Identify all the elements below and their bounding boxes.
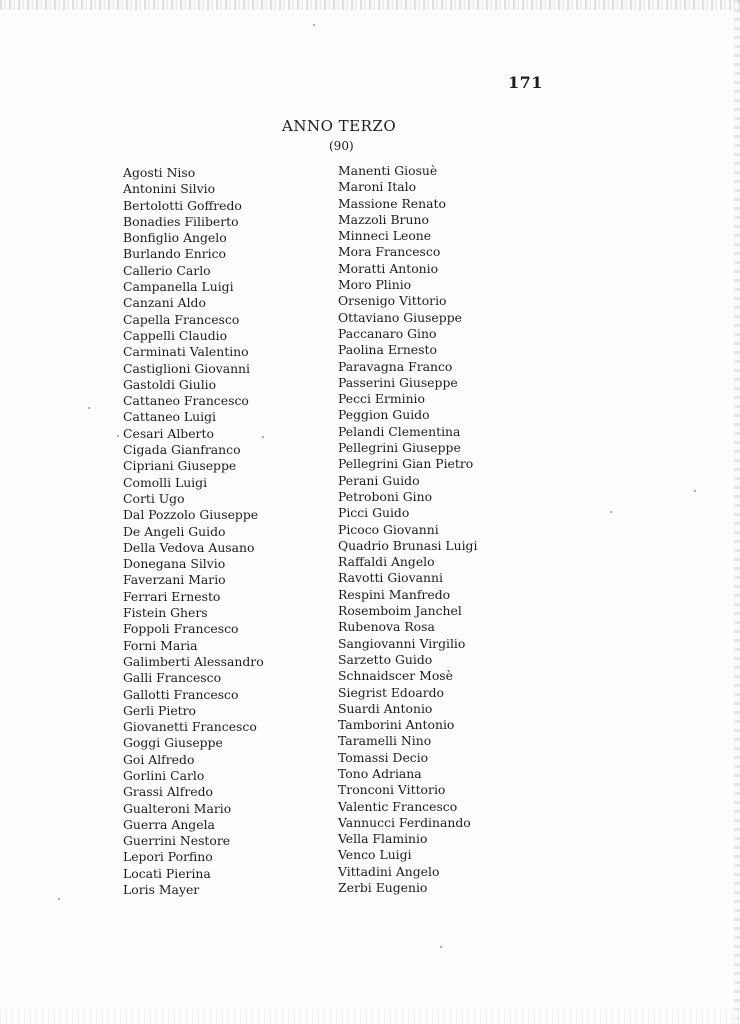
page-number: 171 bbox=[508, 73, 543, 92]
left-column-name-item: Locati Pierina bbox=[123, 865, 211, 881]
right-column-name-item: Pellegrini Giuseppe bbox=[338, 440, 461, 456]
right-column-name-item: Respini Manfredo bbox=[338, 586, 451, 602]
left-column-name-item: Cesari Alberto bbox=[123, 425, 214, 441]
right-column-name-item: Orsenigo Vittorio bbox=[338, 293, 447, 309]
right-column-name-item: Petroboni Gino bbox=[338, 488, 433, 504]
left-column-name-item: Lepori Porfino bbox=[123, 849, 213, 865]
left-column-name-item: Fistein Ghers bbox=[123, 605, 208, 621]
scan-speck bbox=[694, 490, 696, 492]
left-column-name-item: De Angeli Guido bbox=[123, 523, 226, 539]
right-column-name-item: Moro Plinio bbox=[338, 277, 412, 293]
left-column-name-item: Bonadies Filiberto bbox=[123, 213, 239, 229]
right-column-name-item: Raffaldi Angelo bbox=[338, 554, 435, 570]
right-column-name-item: Venco Luigi bbox=[338, 847, 412, 863]
right-column-name-item: Rosemboim Janchel bbox=[338, 603, 462, 619]
right-column-name-item: Paccanaro Gino bbox=[338, 325, 437, 341]
right-column-name-item: Zerbi Eugenio bbox=[338, 880, 428, 896]
right-column-name-item: Tomassi Decio bbox=[338, 749, 429, 765]
scan-right-edge bbox=[734, 0, 740, 1024]
right-column-name-item: Tono Adriana bbox=[338, 765, 422, 781]
left-column-name-item: Guerrini Nestore bbox=[123, 833, 231, 849]
right-column-name-item: Vittadini Angelo bbox=[338, 863, 440, 879]
left-column-name-item: Cigada Gianfranco bbox=[123, 442, 241, 458]
left-column-name-item: Capella Francesco bbox=[123, 311, 240, 327]
left-column-name-item: Campanella Luigi bbox=[123, 279, 234, 295]
scan-speck bbox=[117, 435, 119, 437]
right-column-name-item: Picci Guido bbox=[338, 505, 410, 521]
right-column-name-item: Mazzoli Bruno bbox=[338, 211, 429, 227]
left-column-name-item: Antonini Silvio bbox=[123, 181, 216, 197]
right-column-name-item: Vannucci Ferdinando bbox=[338, 814, 471, 830]
left-column-name-item: Bertolotti Goffredo bbox=[123, 197, 242, 213]
left-column-name-item: Loris Mayer bbox=[123, 882, 200, 898]
right-column-name-item: Pecci Erminio bbox=[338, 391, 425, 407]
names-column-right bbox=[338, 163, 477, 896]
left-column-name-item: Della Vedova Ausano bbox=[123, 539, 255, 555]
left-column-name-item: Goi Alfredo bbox=[123, 751, 195, 767]
left-column-name-item: Galimberti Alessandro bbox=[123, 653, 264, 669]
left-column-name-item: Galli Francesco bbox=[123, 670, 222, 686]
scan-bottom-edge bbox=[0, 1010, 740, 1024]
left-column-name-item: Cipriani Giuseppe bbox=[123, 458, 237, 474]
scan-speck bbox=[262, 436, 264, 438]
right-column-name-item: Picoco Giovanni bbox=[338, 521, 439, 537]
left-column-name-item: Agosti Niso bbox=[123, 165, 196, 180]
left-column-name-item: Gualteroni Mario bbox=[123, 800, 232, 816]
scan-speck bbox=[610, 511, 612, 513]
left-column-name-item: Forni Maria bbox=[123, 637, 198, 653]
left-column-name-item: Dal Pozzolo Giuseppe bbox=[123, 507, 259, 523]
right-column-name-item: Vella Flaminio bbox=[338, 831, 428, 847]
left-column-name-item: Faverzani Mario bbox=[123, 572, 226, 588]
right-column-name-item: Tronconi Vittorio bbox=[338, 782, 446, 798]
right-column-name-item: Manenti Giosuè bbox=[338, 163, 438, 178]
left-column-name-item: Gallotti Francesco bbox=[123, 686, 239, 702]
student-count: (90) bbox=[329, 139, 354, 153]
right-column-name-item: Ravotti Giovanni bbox=[338, 570, 443, 586]
right-column-name-item: Mora Francesco bbox=[338, 244, 441, 260]
left-column-name-item: Comolli Luigi bbox=[123, 474, 208, 490]
left-column-name-item: Grassi Alfredo bbox=[123, 784, 213, 800]
left-column-name-item: Goggi Giuseppe bbox=[123, 735, 223, 751]
right-column-name-item: Minneci Leone bbox=[338, 228, 432, 244]
right-column-name-item: Valentic Francesco bbox=[338, 798, 458, 814]
right-column-name-item: Siegrist Edoardo bbox=[338, 684, 445, 700]
page-title: ANNO TERZO bbox=[282, 117, 397, 135]
left-column-name-item: Ferrari Ernesto bbox=[123, 588, 221, 604]
scan-speck bbox=[440, 946, 442, 948]
scan-speck bbox=[58, 898, 60, 900]
right-column-name-item: Sarzetto Guido bbox=[338, 651, 433, 667]
right-column-name-item: Passerini Giuseppe bbox=[338, 374, 458, 390]
scan-speck bbox=[313, 24, 315, 26]
left-column-name-item: Canzani Aldo bbox=[123, 295, 206, 311]
right-column-name-item: Maroni Italo bbox=[338, 179, 417, 195]
left-column-name-item: Castiglioni Giovanni bbox=[123, 360, 250, 376]
right-column-name-item: Peggion Guido bbox=[338, 407, 430, 423]
right-column-name-item: Tamborini Antonio bbox=[338, 717, 455, 733]
left-column-name-item: Carminati Valentino bbox=[123, 344, 249, 360]
left-column-name-item: Bonfiglio Angelo bbox=[123, 230, 227, 246]
scan-top-edge bbox=[0, 0, 740, 10]
left-column-name-item: Callerio Carlo bbox=[123, 262, 211, 278]
right-column-name-item: Schnaidscer Mosè bbox=[338, 668, 454, 684]
right-column-name-item: Massione Renato bbox=[338, 195, 446, 211]
right-column-name-item: Suardi Antonio bbox=[338, 700, 433, 716]
right-column-name-item: Paravagna Franco bbox=[338, 358, 453, 374]
right-column-name-item: Moratti Antonio bbox=[338, 260, 439, 276]
right-column-name-item: Rubenova Rosa bbox=[338, 619, 435, 635]
right-column-name-item: Sangiovanni Virgilio bbox=[338, 635, 466, 651]
left-column-name-item: Gerli Pietro bbox=[123, 702, 197, 718]
right-column-name-item: Perani Guido bbox=[338, 472, 420, 488]
right-column-name-item: Pelandi Clementina bbox=[338, 423, 461, 439]
names-column-left bbox=[123, 165, 264, 898]
right-column-name-item: Pellegrini Gian Pietro bbox=[338, 456, 474, 472]
scan-speck bbox=[88, 407, 90, 409]
left-column-name-item: Donegana Silvio bbox=[123, 556, 226, 572]
left-column-name-item: Gastoldi Giulio bbox=[123, 376, 217, 392]
left-column-name-item: Cattaneo Francesco bbox=[123, 393, 249, 409]
left-column-name-item: Gorlini Carlo bbox=[123, 767, 205, 783]
left-column-name-item: Cappelli Claudio bbox=[123, 327, 228, 343]
right-column-name-item: Taramelli Nino bbox=[338, 733, 432, 749]
left-column-name-item: Guerra Angela bbox=[123, 816, 215, 832]
right-column-name-item: Paolina Ernesto bbox=[338, 342, 437, 358]
left-column-name-item: Giovanetti Francesco bbox=[123, 719, 257, 735]
left-column-name-item: Cattaneo Luigi bbox=[123, 409, 216, 425]
left-column-name-item: Foppoli Francesco bbox=[123, 621, 239, 637]
right-column-name-item: Ottaviano Giuseppe bbox=[338, 309, 462, 325]
left-column-name-item: Corti Ugo bbox=[123, 490, 185, 506]
left-column-name-item: Burlando Enrico bbox=[123, 246, 226, 262]
right-column-name-item: Quadrio Brunasi Luigi bbox=[338, 537, 478, 553]
